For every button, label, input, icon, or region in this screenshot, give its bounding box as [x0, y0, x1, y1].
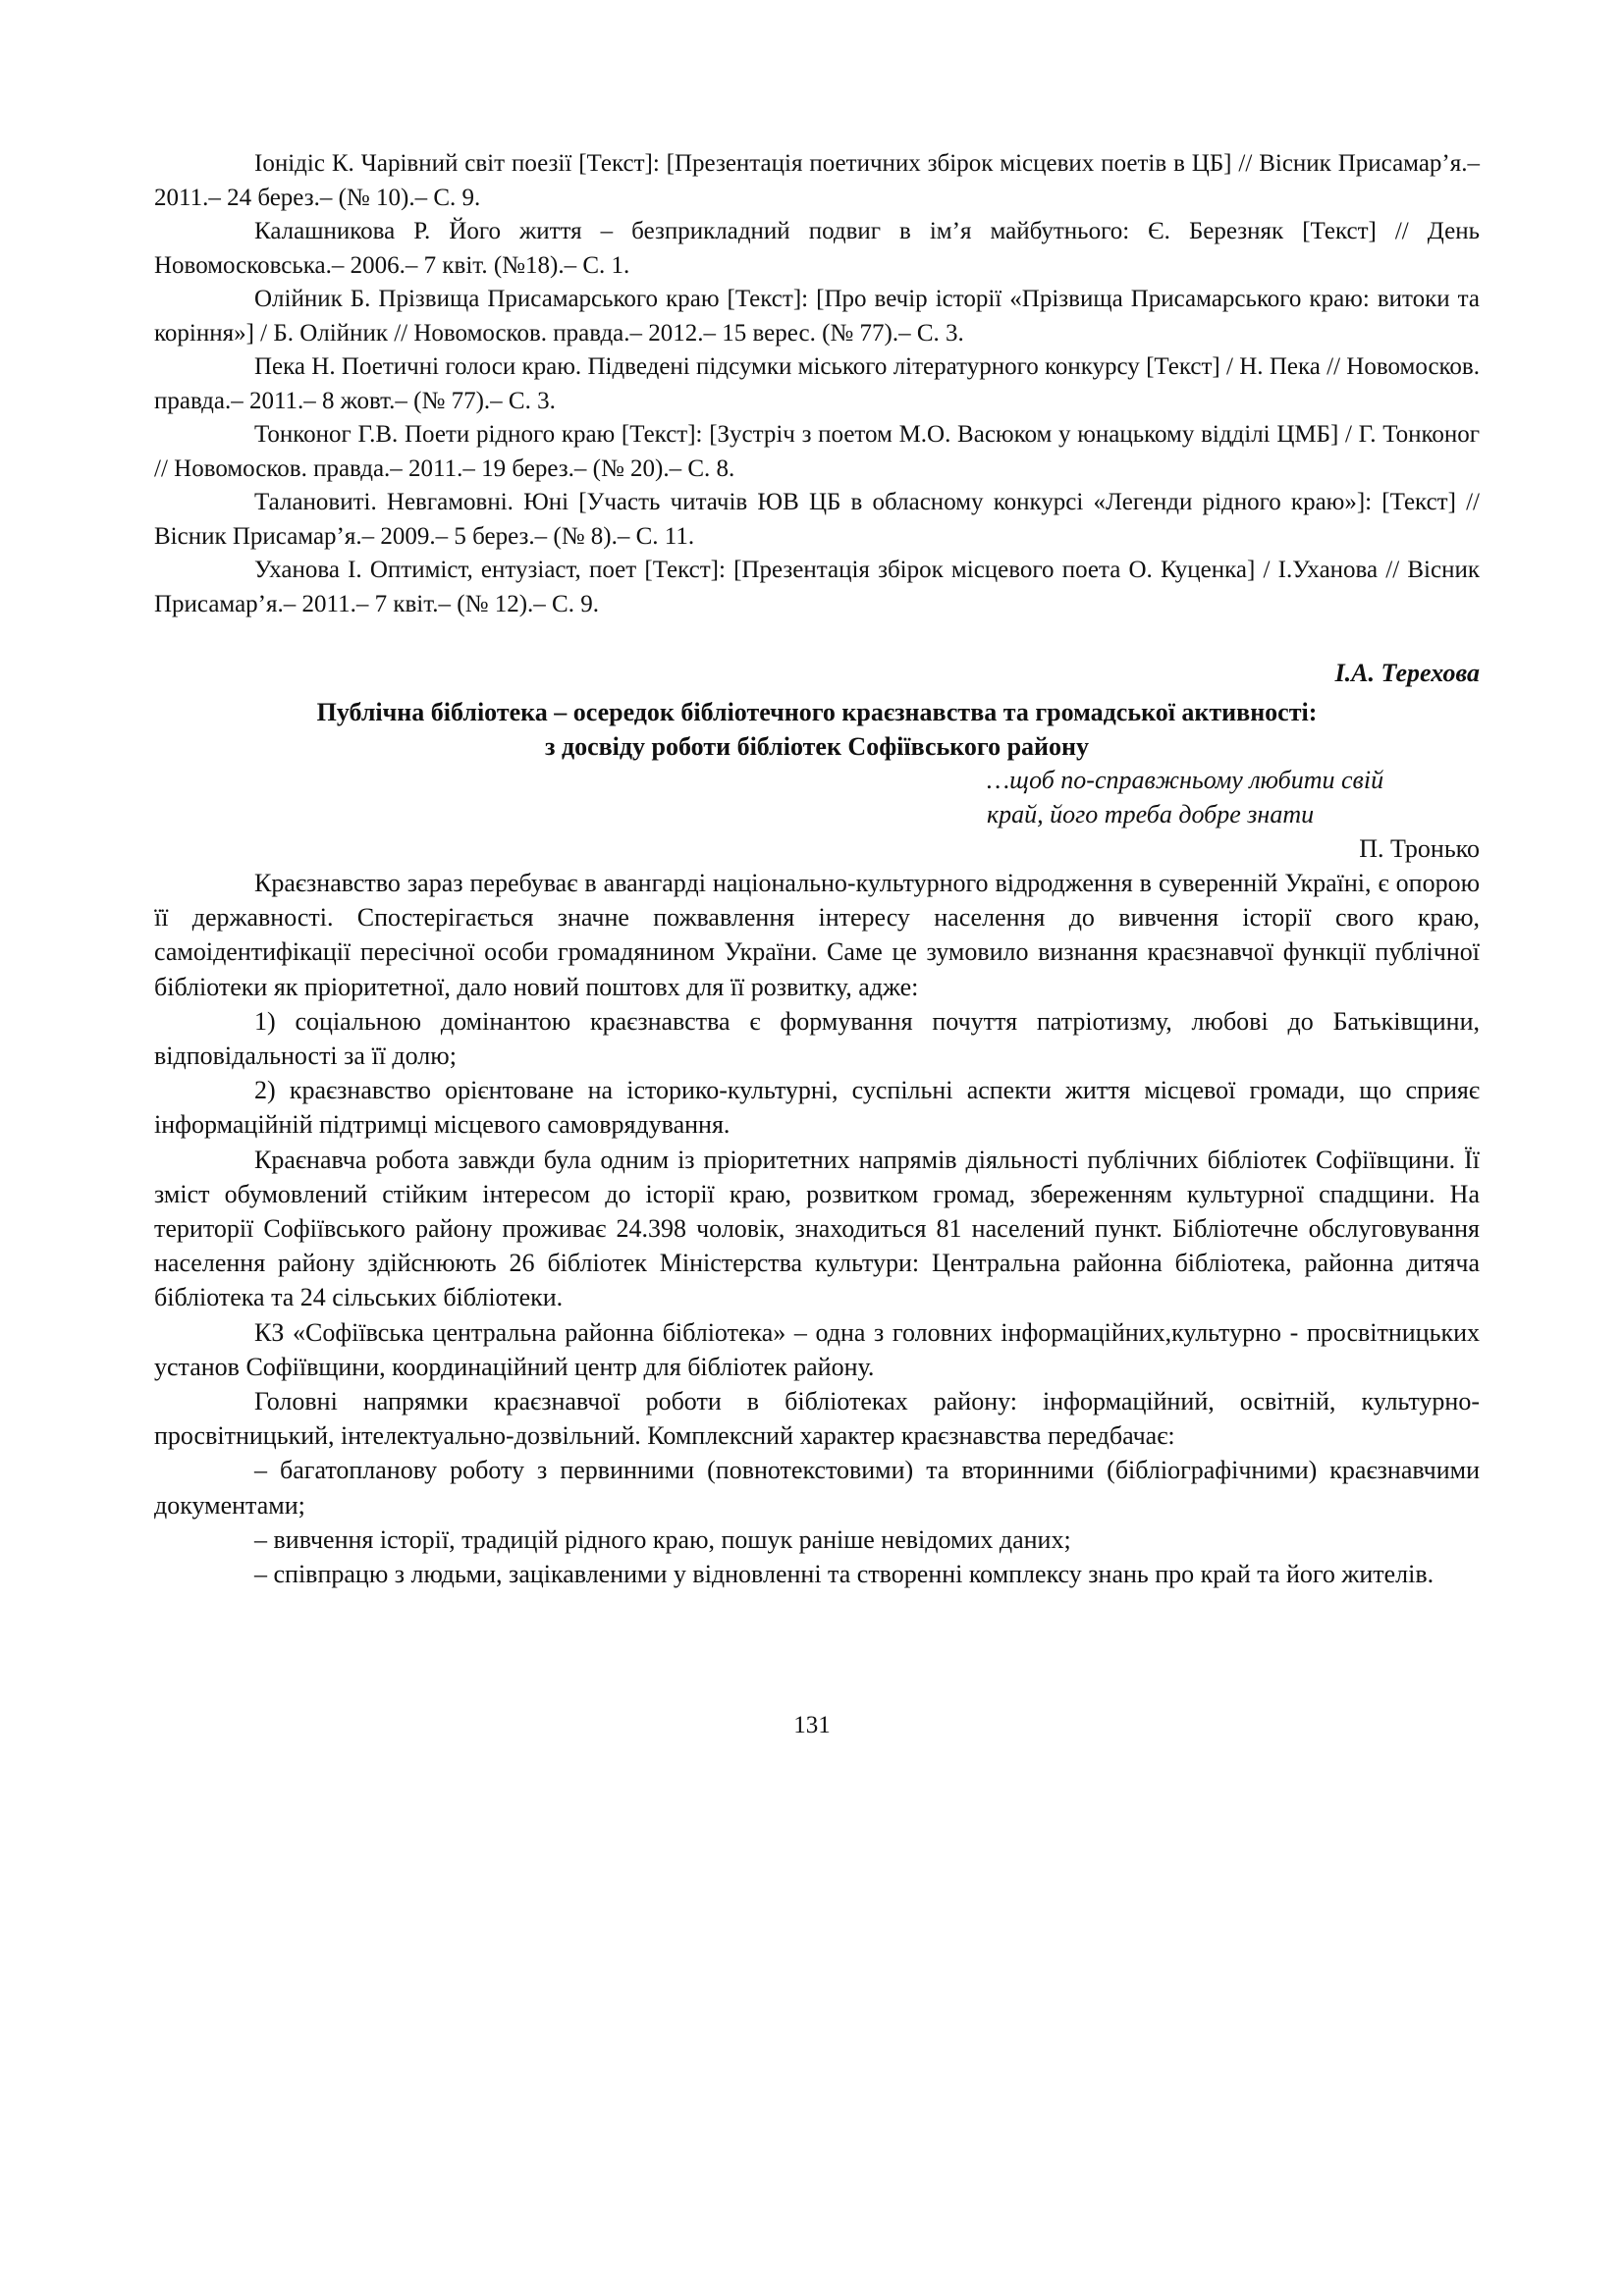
- epigraph-line-2: край, його треба добре знати: [987, 800, 1315, 828]
- reference-item: Уханова І. Оптиміст, ентузіаст, поет [Текст]: [Презентація збірок місцевого поета О. Куценка] / І.Уханова // Вісник Присамар’я.– 2011.– 7 квіт.– (№ 12).– С. 9.: [154, 557, 1480, 617]
- body-paragraph: – вивчення історії, традицій рідного краю, пошук раніше невідомих даних;: [254, 1524, 1071, 1554]
- body-paragraph: 2) краєзнавство орієнтоване на історико-культурні, суспільні аспекти життя місцевої громади, що сприяє інформаційній підтримці місцевого самоврядування.: [154, 1076, 1480, 1140]
- body-paragraph: КЗ «Софіївська центральна районна бібліотека» – одна з головних інформаційних,культурно - просвітницьких установ Софіївщини, координаційний центр для бібліотек району.: [154, 1317, 1480, 1381]
- body-paragraph: Головні напрямки краєзнавчої роботи в бібліотеках району: інформаційний, освітній, культурно-просвітницький, інтелектуально-дозвільний. Комплексний характер краєзнавства передбачає:: [154, 1387, 1480, 1451]
- epigraph-line-1: …щоб по-справжньому любити свій: [987, 766, 1384, 794]
- page-number: 131: [793, 1712, 831, 1738]
- article-title: [154, 695, 1480, 764]
- epigraph-author: П. Тронько: [1359, 834, 1480, 863]
- epigraph: [987, 763, 1480, 866]
- reference-item: Олійник Б. Прізвища Присамарського краю [Текст]: [Про вечір історії «Прізвища Присамарського краю: витоки та коріння»] / Б. Олійник // Новомосков. правда.– 2012.– 15 верес. (№ 77).– С. 3.: [154, 286, 1480, 347]
- reference-item: Тонконог Г.В. Поети рідного краю [Текст]: [Зустріч з поетом М.О. Васюком у юнацькому відділі ЦМБ] / Г. Тонконог // Новомосков. правда.– 2011.– 19 берез.– (№ 20).– С. 8.: [154, 421, 1480, 482]
- body-paragraph: – співпрацю з людьми, зацікавленими у відновленні та створенні комплексу знань про край та його жителів.: [254, 1560, 1435, 1589]
- article-author: І.А. Терехова: [1334, 659, 1480, 687]
- body-paragraph: 1) соціальною домінантою краєзнавства є формування почуття патріотизму, любові до Батьківщини, відповідальності за її долю;: [154, 1006, 1480, 1071]
- reference-list: [154, 147, 1480, 621]
- article-title-line-2: з досвіду роботи бібліотек Софіївського району: [545, 732, 1089, 761]
- reference-item: Пека Н. Поетичні голоси краю. Підведені підсумки міського літературного конкурсу [Текст] / Н. Пека // Новомосков. правда.– 2011.– 8 жовт.– (№ 77).– С. 3.: [154, 353, 1480, 414]
- body-paragraph: Краєнавча робота завжди була одним із пріоритетних напрямів діяльності публічних бібліотек Софіївщини. Її зміст обумовлений стійким інтересом до історії краю, розвитком громад, збереженням культурної спадщини. На території Софіївського району проживає 24.398 чоловік, знаходиться 81 населений пункт. Бібліотечне обслуговування населення району здійснюють 26 бібліотек Міністерства культури: Центральна районна бібліотека, районна дитяча бібліотека та 24 сільських бібліотеки.: [154, 1145, 1480, 1312]
- article-body: [154, 866, 1480, 1591]
- reference-item: Калашникова Р. Його життя – безприкладний подвиг в ім’я майбутнього: Є. Березняк [Текст] // День Новомосковська.– 2006.– 7 квіт. (№18).– С. 1.: [154, 218, 1480, 279]
- article-title-line-1: Публічна бібліотека – осередок бібліотечного краєзнавства та громадської активності:: [316, 698, 1318, 726]
- body-paragraph: Краєзнавство зараз перебуває в авангарді національно-культурного відродження в суверенній Україні, є опорою її державності. Спостерігається значне пожвавлення інтересу населення до вивчення історії свого краю, самоідентифікації пересічної особи громадянином України. Саме це зумовило визнання краєзнавчої функції публічної бібліотеки як пріоритетної, дало новий поштовх для її розвитку, адже:: [154, 869, 1480, 1001]
- reference-item: Талановиті. Невгамовні. Юні [Участь читачів ЮВ ЦБ в обласному конкурсі «Легенди рідного краю»]: [Текст] // Вісник Присамар’я.– 2009.– 5 берез.– (№ 8).– С. 11.: [154, 489, 1480, 550]
- reference-item: Іонідіс К. Чарівний світ поезії [Текст]: [Презентація поетичних збірок місцевих поетів в ЦБ] // Вісник Присамар’я.– 2011.– 24 берез.– (№ 10).– С. 9.: [154, 150, 1480, 211]
- body-paragraph: – багатопланову роботу з первинними (повнотекстовими) та вторинними (бібліографічними) краєзнавчими документами;: [154, 1456, 1480, 1520]
